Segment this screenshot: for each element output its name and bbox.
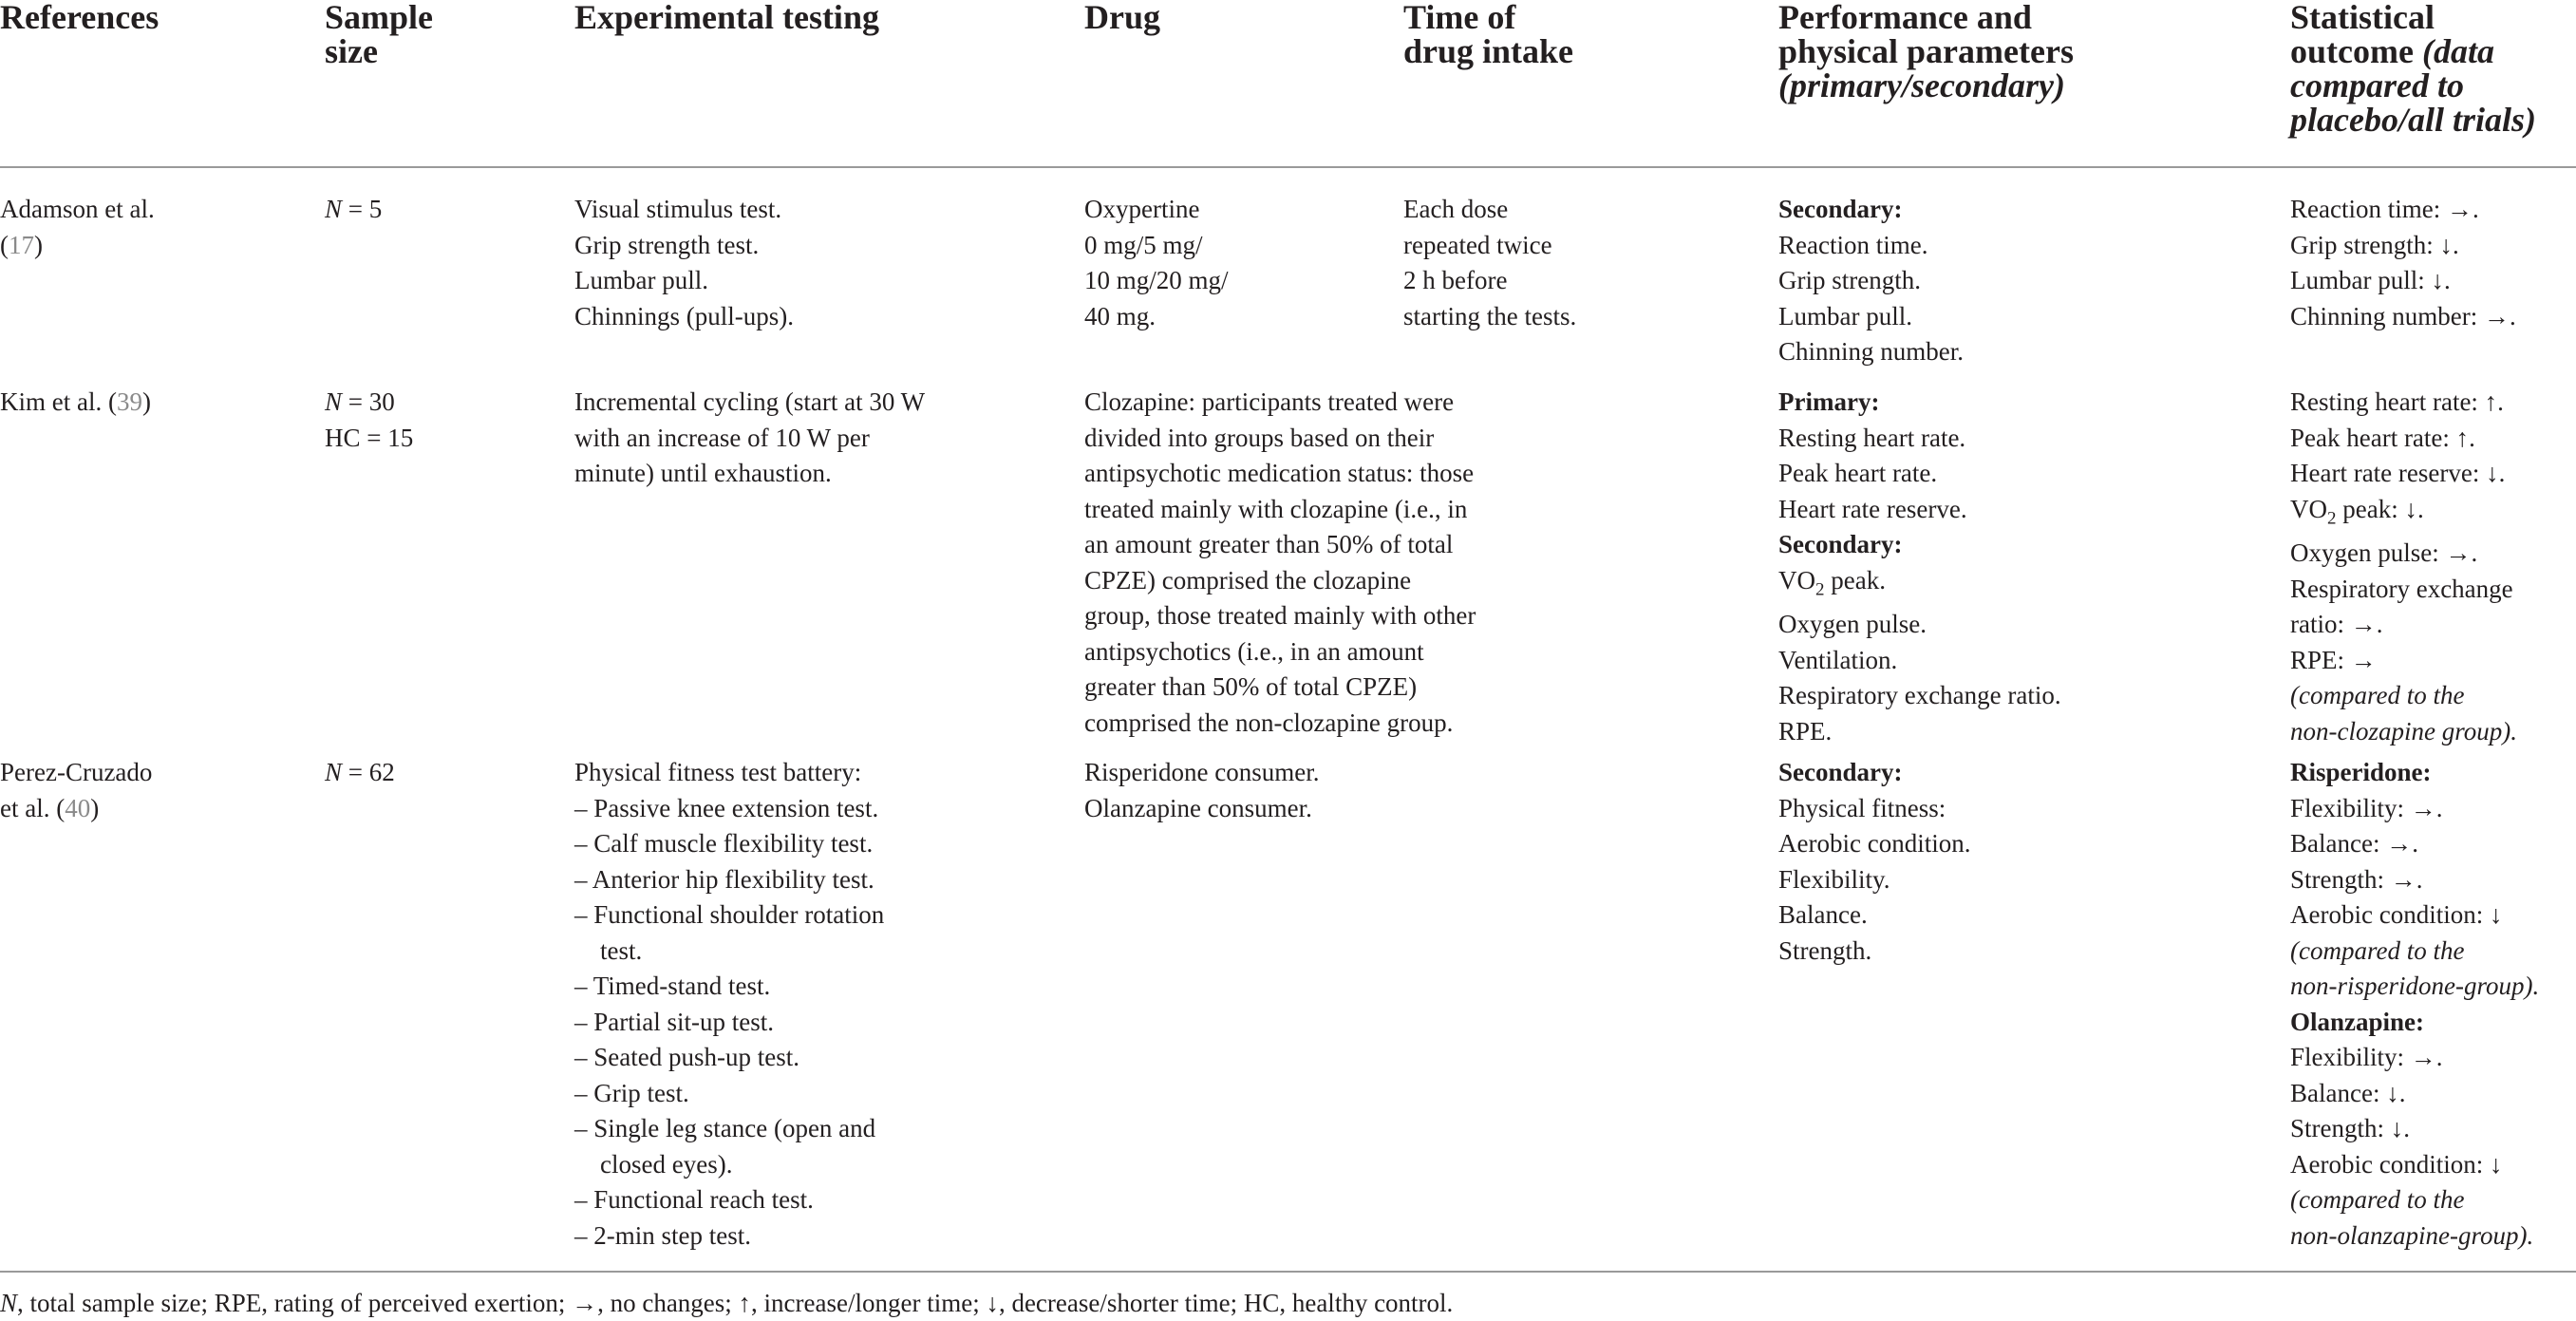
header-experimental-testing: Experimental testing — [574, 0, 879, 36]
row2-sample-size: N = 30 HC = 15 — [325, 387, 414, 452]
row1-drug: Oxypertine 0 mg/5 mg/ 10 mg/20 mg/ 40 mg. — [1084, 195, 1229, 330]
row2-references: Kim et al. (39) — [0, 387, 151, 416]
header-rule — [0, 166, 2576, 168]
row1-time-of-intake: Each dose repeated twice 2 h before starting the tests. — [1403, 195, 1577, 330]
row1-statistical-outcome: Reaction time: →. Grip strength: ↓. Lumbar pull: ↓. Chinning number: →. — [2290, 195, 2516, 330]
citation-link[interactable]: 17 — [9, 230, 34, 259]
header-time-of-drug-intake: Time of drug intake — [1403, 0, 1574, 70]
header-drug: Drug — [1084, 0, 1160, 36]
row2-statistical-outcome: Resting heart rate: ↑. Peak heart rate: ↑. Heart rate reserve: ↓. $VO_2$ peak: ↓. Oxygen pulse: →. Respiratory exchange ratio: →. RPE: → (compared to the non-clozapine group). — [2290, 387, 2517, 745]
row2-drug: Clozapine: participants treated were divided into groups based on their antipsychotic medication status: those treated mainly with clozapine (i.e., in an amount greater than 50% of total CPZE) comprised the clozapine group, those treated mainly with other antipsychotics (i.e., in an amount greater than 50% of total CPZE) comprised the non-clozapine group. — [1084, 387, 1476, 737]
citation-link[interactable]: 40 — [65, 793, 91, 822]
header-references: References — [0, 0, 160, 36]
header-sample-size: Sample size — [325, 0, 434, 70]
header-statistical-outcome: Statistical outcome (data compared to placebo/all trials) — [2290, 0, 2536, 139]
row3-performance: Secondary: Physical fitness: Aerobic condition. Flexibility. Balance. Strength. — [1778, 758, 1971, 965]
row1-references: Adamson et al. (17) — [0, 195, 155, 259]
row3-statistical-outcome: Risperidone: Flexibility: →. Balance: →. Strength: →. Aerobic condition: ↓ (compared to the non-risperidone-group). Olanzapine: Flexibility: →. Balance: ↓. Strength: ↓. Aerobic condition: ↓ (compared to the non-olanzapine-group). — [2290, 758, 2540, 1250]
row2-experimental-testing: Incremental cycling (start at 30 W with an increase of 10 W per minute) until exhaustion. — [574, 387, 926, 487]
row2-performance: Primary: Resting heart rate. Peak heart rate. Heart rate reserve. Secondary: $VO_2$ peak. Oxygen pulse. Ventilation. Respiratory exchange ratio. RPE. — [1778, 387, 2061, 745]
footer-rule — [0, 1271, 2576, 1273]
header-performance-parameters: Performance and physical parameters (primary/secondary) — [1778, 0, 2074, 104]
table-footnote: N, total sample size; RPE, rating of perceived exertion; →, no changes; ↑, increase/longer time; ↓, decrease/shorter time; HC, healthy control. — [0, 1289, 1454, 1317]
citation-link[interactable]: 39 — [116, 387, 142, 416]
row1-sample-size: N = 5 — [325, 195, 383, 223]
row1-performance: Secondary: Reaction time. Grip strength. Lumbar pull. Chinning number. — [1778, 195, 1964, 366]
row3-references: Perez-Cruzado et al. (40) — [0, 758, 153, 822]
row3-experimental-testing: Physical fitness test battery: – Passive knee extension test. – Calf muscle flexibility test. – Anterior hip flexibility test. – Functional shoulder rotation test. – Timed-stand test. – Partial sit-up test. – Seated push-up test. – Grip test. – Single leg stance (open and closed eyes). – Functional reach test. – 2-min step test. — [574, 758, 885, 1250]
row3-sample-size: N = 62 — [325, 758, 395, 786]
row1-experimental-testing: Visual stimulus test. Grip strength test. Lumbar pull. Chinnings (pull-ups). — [574, 195, 795, 330]
row3-drug: Risperidone consumer. Olanzapine consumer. — [1084, 758, 1320, 822]
